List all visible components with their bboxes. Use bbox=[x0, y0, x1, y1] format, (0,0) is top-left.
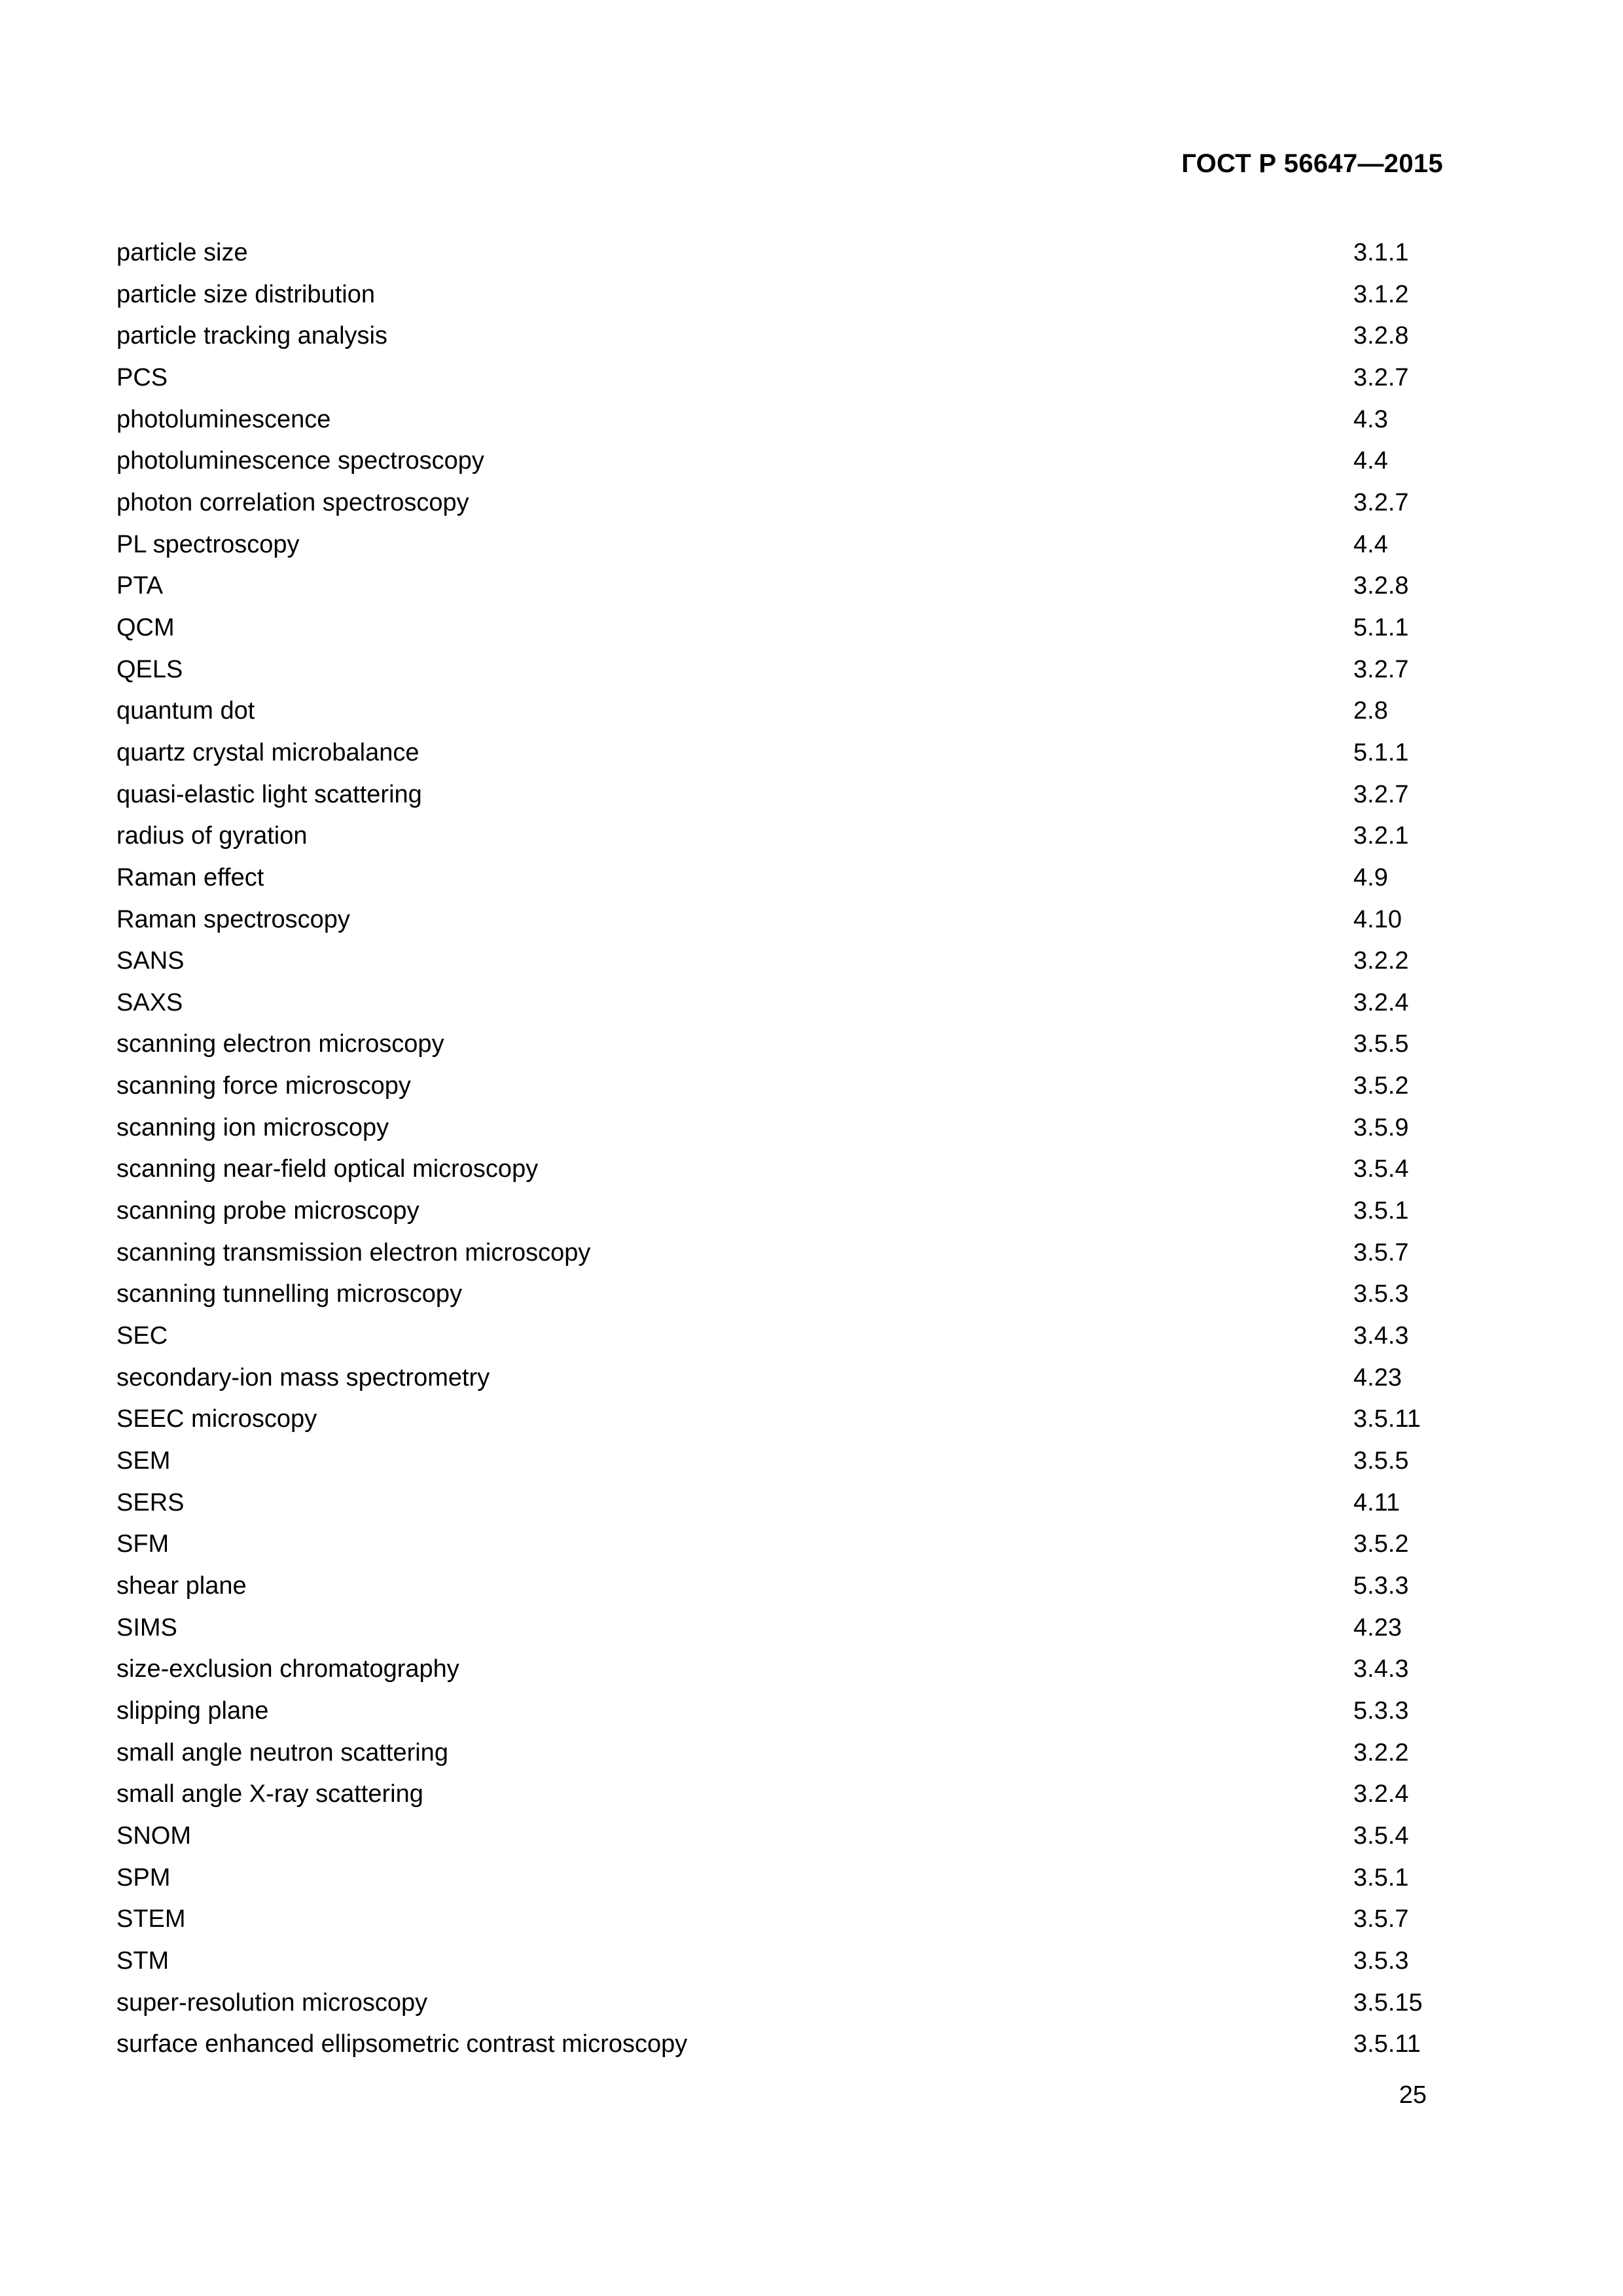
index-term: PTA bbox=[116, 572, 164, 600]
index-entry bbox=[116, 1362, 1445, 1404]
index-term: SPM bbox=[116, 1863, 171, 1892]
index-term: scanning force microscopy bbox=[116, 1072, 411, 1100]
index-term: SAXS bbox=[116, 988, 183, 1016]
index-reference: 3.5.7 bbox=[1353, 1238, 1409, 1266]
index-reference: 3.1.2 bbox=[1353, 280, 1409, 308]
index-entry bbox=[116, 1695, 1445, 1737]
index-reference: 4.10 bbox=[1353, 905, 1402, 933]
index-term: shear plane bbox=[116, 1572, 247, 1600]
index-term: scanning tunnelling microscopy bbox=[116, 1280, 463, 1308]
index-term: particle tracking analysis bbox=[116, 322, 387, 350]
index-entry bbox=[116, 1070, 1445, 1112]
index-entry bbox=[116, 445, 1445, 487]
index-term: surface enhanced ellipsometric contrast microscopy bbox=[116, 2030, 688, 2058]
index-entry bbox=[116, 1820, 1445, 1862]
index-term: Raman spectroscopy bbox=[116, 905, 350, 933]
index-term: scanning transmission electron microscopy bbox=[116, 1238, 591, 1266]
index-entry bbox=[116, 820, 1445, 862]
index-reference: 4.23 bbox=[1353, 1613, 1402, 1641]
index-reference: 3.2.4 bbox=[1353, 988, 1409, 1016]
index-term: size-exclusion chromatography bbox=[116, 1655, 459, 1683]
index-term: scanning probe microscopy bbox=[116, 1197, 419, 1225]
index-term: PCS bbox=[116, 363, 168, 391]
index-reference: 3.2.8 bbox=[1353, 572, 1409, 600]
index-entry bbox=[116, 987, 1445, 1029]
index-term: secondary-ion mass spectrometry bbox=[116, 1363, 490, 1391]
index-term: SEEC microscopy bbox=[116, 1405, 317, 1433]
index-term: radius of gyration bbox=[116, 822, 308, 850]
index-reference: 3.2.7 bbox=[1353, 363, 1409, 391]
index-reference: 3.2.8 bbox=[1353, 322, 1409, 350]
index-term: small angle neutron scattering bbox=[116, 1738, 448, 1767]
index-entry bbox=[116, 1112, 1445, 1154]
index-entry bbox=[116, 1487, 1445, 1529]
index-entry bbox=[116, 612, 1445, 654]
index-entry bbox=[116, 1237, 1445, 1279]
index-reference: 3.5.3 bbox=[1353, 1946, 1409, 1975]
index-reference: 3.2.1 bbox=[1353, 822, 1409, 850]
index-reference: 3.5.9 bbox=[1353, 1113, 1409, 1141]
index-entry bbox=[116, 570, 1445, 612]
index-term: particle size distribution bbox=[116, 280, 375, 308]
index-term: Raman effect bbox=[116, 863, 264, 891]
index-reference: 3.4.3 bbox=[1353, 1322, 1409, 1350]
index-term: photoluminescence spectroscopy bbox=[116, 447, 484, 475]
index-entry bbox=[116, 1320, 1445, 1362]
index-reference: 3.5.1 bbox=[1353, 1197, 1409, 1225]
index-entry bbox=[116, 529, 1445, 571]
index-term: STEM bbox=[116, 1905, 186, 1933]
index-reference: 4.23 bbox=[1353, 1363, 1402, 1391]
index-reference: 3.5.11 bbox=[1353, 2030, 1421, 2058]
index-entry bbox=[116, 904, 1445, 946]
index-term: slipping plane bbox=[116, 1696, 269, 1725]
standard-header: ГОСТ Р 56647—2015 bbox=[1181, 149, 1443, 178]
index-reference: 5.1.1 bbox=[1353, 613, 1409, 641]
index-entry bbox=[116, 737, 1445, 779]
index-term: SNOM bbox=[116, 1821, 191, 1850]
index-reference: 3.5.3 bbox=[1353, 1280, 1409, 1308]
index-entry bbox=[116, 1987, 1445, 2029]
index-term: small angle X-ray scattering bbox=[116, 1780, 423, 1808]
index-entry bbox=[116, 1195, 1445, 1237]
index-entry bbox=[116, 1570, 1445, 1612]
index-entry bbox=[116, 1612, 1445, 1654]
index-reference: 3.5.15 bbox=[1353, 1988, 1423, 2017]
index-entry bbox=[116, 279, 1445, 321]
index-entry bbox=[116, 654, 1445, 696]
index-entry bbox=[116, 1278, 1445, 1320]
index-entry bbox=[116, 1778, 1445, 1820]
index-entry bbox=[116, 1945, 1445, 1987]
index-term: scanning electron microscopy bbox=[116, 1030, 444, 1058]
index-term: QCM bbox=[116, 613, 175, 641]
index-term: photoluminescence bbox=[116, 405, 331, 433]
index-entry bbox=[116, 1737, 1445, 1779]
index-term: QELS bbox=[116, 655, 183, 683]
index-term: particle size bbox=[116, 239, 248, 266]
index-term: super-resolution microscopy bbox=[116, 1988, 428, 2017]
index-reference: 3.5.5 bbox=[1353, 1447, 1409, 1475]
index-entry bbox=[116, 1153, 1445, 1195]
index-reference: 2.8 bbox=[1353, 697, 1388, 725]
index-entry bbox=[116, 237, 1445, 279]
index-term: SFM bbox=[116, 1530, 169, 1558]
index-term: SIMS bbox=[116, 1613, 177, 1641]
index-reference: 3.2.7 bbox=[1353, 655, 1409, 683]
index-entry bbox=[116, 1528, 1445, 1570]
index-reference: 5.3.3 bbox=[1353, 1696, 1409, 1725]
index-entry bbox=[116, 1653, 1445, 1695]
index-entry bbox=[116, 2028, 1445, 2070]
index-reference: 3.2.2 bbox=[1353, 1738, 1409, 1767]
index-reference: 3.5.4 bbox=[1353, 1155, 1409, 1183]
index-reference: 4.3 bbox=[1353, 405, 1388, 433]
index-entry bbox=[116, 362, 1445, 404]
index-term: SEM bbox=[116, 1447, 171, 1475]
index-reference: 3.4.3 bbox=[1353, 1655, 1409, 1683]
index-term: STM bbox=[116, 1946, 169, 1975]
index-reference: 3.1.1 bbox=[1353, 239, 1409, 266]
index-reference: 5.3.3 bbox=[1353, 1572, 1409, 1600]
index-reference: 4.11 bbox=[1353, 1488, 1400, 1516]
index-reference: 3.5.2 bbox=[1353, 1072, 1409, 1100]
index-term: PL spectroscopy bbox=[116, 530, 300, 558]
index-reference: 5.1.1 bbox=[1353, 738, 1409, 766]
index-reference: 3.2.7 bbox=[1353, 488, 1409, 516]
page-number: 25 bbox=[1399, 2081, 1427, 2109]
index-entry bbox=[116, 487, 1445, 529]
index-reference: 4.4 bbox=[1353, 447, 1388, 475]
index-reference: 3.2.7 bbox=[1353, 780, 1409, 808]
index-term: quartz crystal microbalance bbox=[116, 738, 419, 766]
index-term: SERS bbox=[116, 1488, 185, 1516]
index-entry bbox=[116, 404, 1445, 446]
index-entry bbox=[116, 320, 1445, 362]
index-term: scanning ion microscopy bbox=[116, 1113, 389, 1141]
index-reference: 4.4 bbox=[1353, 530, 1388, 558]
index-entry bbox=[116, 695, 1445, 737]
index-entry bbox=[116, 1903, 1445, 1945]
index-reference: 4.9 bbox=[1353, 863, 1388, 891]
index-entry bbox=[116, 862, 1445, 904]
index-term: SEC bbox=[116, 1322, 168, 1350]
index-term: quasi-elastic light scattering bbox=[116, 780, 422, 808]
index-entry bbox=[116, 1028, 1445, 1070]
alphabetical-index bbox=[116, 237, 1445, 2070]
index-reference: 3.5.1 bbox=[1353, 1863, 1409, 1892]
index-entry bbox=[116, 1862, 1445, 1904]
index-entry bbox=[116, 1445, 1445, 1487]
index-reference: 3.5.11 bbox=[1353, 1405, 1421, 1433]
index-reference: 3.5.4 bbox=[1353, 1821, 1409, 1850]
index-term: photon correlation spectroscopy bbox=[116, 488, 469, 516]
index-reference: 3.5.7 bbox=[1353, 1905, 1409, 1933]
index-reference: 3.5.5 bbox=[1353, 1030, 1409, 1058]
index-entry bbox=[116, 779, 1445, 821]
index-entry bbox=[116, 945, 1445, 987]
index-term: quantum dot bbox=[116, 697, 255, 725]
index-reference: 3.2.4 bbox=[1353, 1780, 1409, 1808]
index-entry bbox=[116, 1403, 1445, 1445]
index-term: SANS bbox=[116, 947, 185, 975]
index-term: scanning near-field optical microscopy bbox=[116, 1155, 539, 1183]
index-reference: 3.2.2 bbox=[1353, 947, 1409, 975]
index-reference: 3.5.2 bbox=[1353, 1530, 1409, 1558]
